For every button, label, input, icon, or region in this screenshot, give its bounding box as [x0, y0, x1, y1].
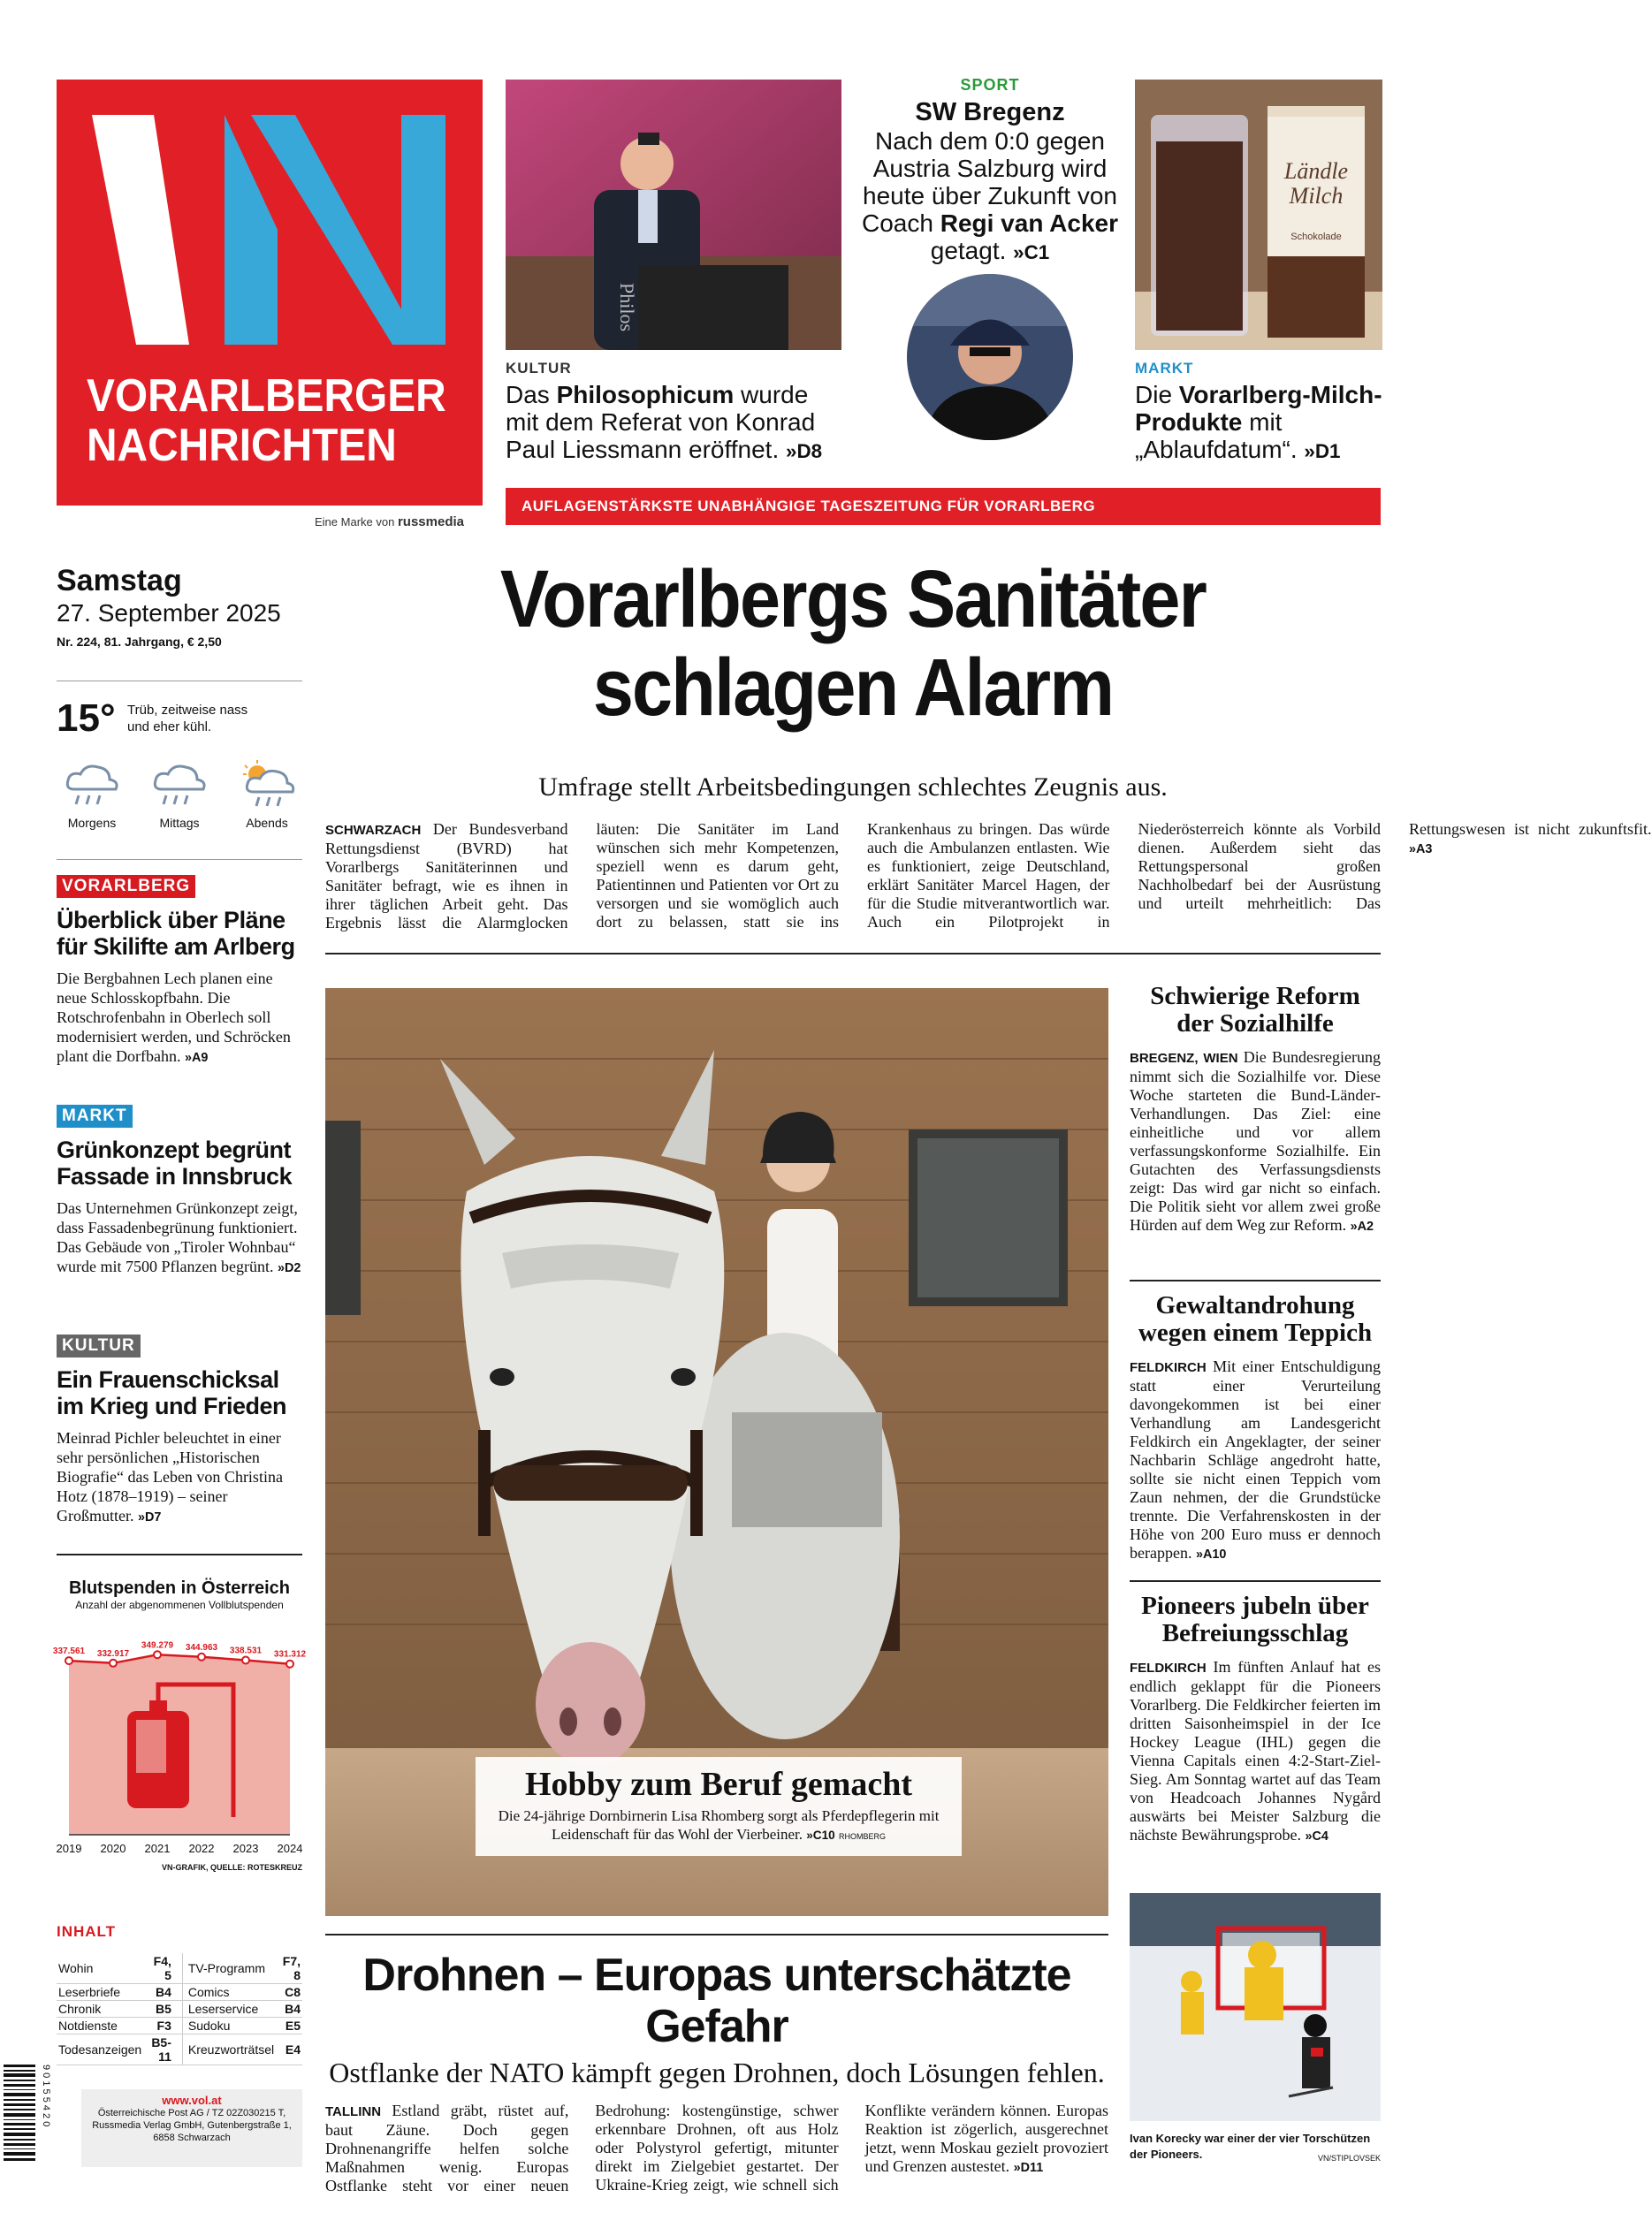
inhalt-row: [57, 2001, 302, 2018]
chart-data-label: 337.561: [52, 1646, 86, 1657]
inhalt-row: [57, 1984, 302, 2001]
right-story-title: Gewaltandrohung wegen einem Teppich: [1138, 1291, 1373, 1347]
markt-teaser[interactable]: [1135, 80, 1382, 465]
teaser-title: Überblick über Pläne für Skilifte am Arlberg: [57, 907, 295, 960]
teaser-title: Grünkonzept begrünt Fassade in Innsbruck: [57, 1137, 293, 1190]
teaser-title: Ein Frauenschicksal im Krieg und Frieden: [57, 1366, 287, 1419]
weather-slot-mittags: [144, 758, 215, 830]
chart-x-tick: 2022: [188, 1842, 215, 1855]
imprint: [81, 2089, 302, 2167]
rain-cloud-icon: [148, 758, 210, 811]
kultur-pre: Das: [506, 381, 557, 408]
milk-products-photo: [1135, 80, 1382, 350]
story-text: Die Bundesregierung nimmt sich die Sozialhilfe vor. Diese Woche starteten die Bund-Länder-Verhandlungen. Das Ziel: eine einheitliche und vor allem verfassungskonforme Sozialhilfe. Ein Gutachten des Verfassungsdiensts zeigt: Das wird gar nicht so einfach. Die Politik sieht vor allem zwei große Hürden auf dem Weg zur Reform.: [1130, 1048, 1381, 1234]
hockey-caption: [1130, 2131, 1381, 2163]
drohnen-text: Estland gräbt, rüstet auf, baut Zäune. Doch gegen Drohnenangriffe helfen solche Maßnahmen wenig. Europas Ostflanke steht vor einer neuen Bedrohung: kostengünstige, schwer erkennbare Drohnen, oft aus Holz oder Polystyrol gefertigt, mitunter direkt im Zielgebiet gestartet. Der Ukraine-Krieg zeigt, wie schnell sich Konflikte verändern können. Europas Reaktion ist zögerlich, ausgerechnet jetzt, wenn Moskau gezielt provoziert und Grenzen austestet.: [325, 2102, 1108, 2194]
chart-point: [154, 1651, 161, 1658]
lead-subheadline: Umfrage stellt Arbeitsbedingungen schlechtes Zeugnis aus.: [538, 772, 1168, 802]
weather-label: Mittags: [159, 816, 200, 830]
drohnen-story[interactable]: [325, 1950, 1108, 2213]
teaser-body: Das Unternehmen Grünkonzept zeigt, dass Fassadenbegrünung funktioniert. Das Gebäude von „Tiroler Wohnbau“ wurde mit 7500 Pflanzen begrünt.: [57, 1199, 298, 1275]
markt-pre: Die: [1135, 381, 1179, 408]
right-story-teppich[interactable]: [1130, 1292, 1381, 1564]
lead-headline-2: schlagen Alarm: [592, 643, 1114, 733]
lectern-sign: Philos: [616, 283, 638, 332]
lead-text: Der Bundesverband Rettungsdienst (BVRD) hat Vorarlbergs Sanitäterinnen und Sanitäter befragt, wie es ihnen in ihrer täglichen Arbeit geht. Das Ergebnis lässt die Alarmglocken läuten: Die Sanitäter im Land wünschen sich mehr Kompetenzen, speziell wenn es darum geht, Patientinnen und Patienten vor Ort zu versorgen und sie womöglich auch dort zu belassen, statt sie ins Krankenhaus zu bringen. Das würde auch die Ambulanzen entlasten. Wie es funktioniert, zeige Deutschland, erklärt Sanitäter Marcel Hagen, der für die Studie mitverantwortlich war. Auch ein Pilotprojekt in Niederösterreich könnte als Vorbild dienen. Außerdem sieht das Rettungspersonal großen Nachholbedarf bei der Ausrüstung und urteilt mehrheitlich: Das Rettungswesen ist nicht zukunftsfit.: [325, 820, 1652, 932]
sport-coach: Regi van Acker: [940, 209, 1118, 237]
brand-note: [315, 514, 464, 529]
weather-slot-morgens: [57, 758, 127, 830]
drohnen-body: [325, 2102, 1108, 2213]
right-story-body: [1130, 1357, 1381, 1564]
masthead-banner: AUFLAGENSTÄRKSTE UNABHÄNGIGE TAGESZEITUNG FÜR VORARLBERG: [506, 488, 1381, 525]
kicker-kultur-left: KULTUR: [57, 1335, 141, 1357]
story-location: FELDKIRCH: [1130, 1661, 1207, 1676]
story-ref[interactable]: »C4: [1305, 1829, 1328, 1844]
photo-caption-title: Hobby zum Beruf gemacht: [524, 1766, 913, 1803]
inhalt-page: C8: [276, 1984, 302, 2001]
kultur-ref[interactable]: »D8: [786, 440, 823, 462]
markt-post: mit „Ablaufdatum“.: [1135, 408, 1298, 463]
teaser-ref[interactable]: »D7: [138, 1510, 162, 1525]
markt-teaser-text: [1135, 381, 1382, 465]
drohnen-subheadline: Ostflanke der NATO kämpft gegen Drohnen, doch Lösungen fehlen.: [329, 2057, 1105, 2088]
weather-slot-abends: [232, 758, 302, 830]
drohnen-ref[interactable]: »D11: [1013, 2161, 1044, 2175]
inhalt-page: F4, 5: [143, 1953, 182, 1984]
drohnen-headline: Drohnen – Europas unterschätzte Gefahr: [362, 1950, 1071, 2052]
hockey-photo: [1130, 1893, 1381, 2121]
inhalt: [57, 1923, 302, 2065]
lead-location: SCHWARZACH: [325, 823, 422, 838]
inhalt-section: Chronik: [57, 2001, 143, 2018]
inhalt-section: Wohin: [57, 1953, 143, 1984]
inhalt-row: [57, 2034, 302, 2065]
inhalt-page: B4: [143, 1984, 182, 2001]
left-teaser-markt[interactable]: [57, 1105, 302, 1278]
teaser-text: [57, 969, 302, 1068]
right-story-pioneers[interactable]: [1130, 1593, 1381, 1846]
inhalt-table: [57, 1953, 302, 2065]
photo-credit: RHOMBERG: [838, 1832, 886, 1841]
inhalt-title: INHALT: [57, 1923, 117, 1940]
caption-ref[interactable]: »C10: [806, 1829, 835, 1842]
chart-point: [198, 1654, 205, 1661]
imprint-line: Österreichische Post AG / TZ 02Z030215 T,: [97, 2108, 286, 2118]
kultur-post: wurde mit dem Referat von Konrad Paul Liessmann eröffnet.: [506, 381, 816, 463]
inhalt-section: TV-Programm: [182, 1953, 276, 1984]
lead-body: [325, 820, 1652, 944]
inhalt-page: B4: [276, 2001, 302, 2018]
chart-plot: [52, 1614, 307, 1861]
chart-data-label: 338.531: [229, 1646, 263, 1656]
weather-label: Morgens: [67, 816, 117, 830]
chart-point: [242, 1657, 249, 1664]
chart-point: [110, 1660, 117, 1667]
lead-ref[interactable]: »A3: [1409, 842, 1433, 856]
markt-ref[interactable]: »D1: [1304, 440, 1341, 462]
logo-line-2: NACHRICHTEN: [87, 420, 397, 471]
story-ref[interactable]: »A2: [1350, 1220, 1374, 1234]
inhalt-section: Sudoku: [182, 2018, 276, 2034]
left-column: [57, 564, 302, 830]
chart-data-label: 349.279: [141, 1640, 174, 1651]
photo-caption-text: [476, 1803, 962, 1846]
chart-point: [65, 1657, 72, 1664]
barcode: [0, 2065, 55, 2164]
logo[interactable]: [57, 80, 483, 506]
imprint-line: 6858 Schwarzach: [153, 2133, 231, 2143]
website-link[interactable]: www.vol.at: [162, 2094, 222, 2107]
pack-brand: Ländle Milch: [1283, 158, 1349, 209]
inhalt-row: [57, 2018, 302, 2034]
barcode-number: 9 0 1 5 5 4 2 0: [41, 2065, 51, 2127]
chart-x-tick: 2024: [277, 1842, 303, 1855]
philosophicum-photo: [506, 80, 841, 350]
story-text: Mit einer Entschuldigung statt einer Verurteilung davongekommen ist bei einer Verhandlung am Landesgericht Feldkirch ein Angeklagter, der seiner Nachbarin Schläge angedroht hatte, sollte sie nicht einen Teppich vom Zaun nehmen, der die Grundstücke trennte. Die Verfahrenskosten in der Höhe von 200 Euro muss er dennoch berappen.: [1130, 1357, 1381, 1562]
sport-title: SW Bregenz: [915, 98, 1065, 126]
sun-rain-cloud-icon: [236, 758, 298, 811]
left-teaser-vorarlberg[interactable]: [57, 875, 302, 1068]
lead-headline-1: Vorarlbergs Sanitäter: [499, 554, 1207, 644]
lead-headline[interactable]: [325, 555, 1381, 732]
story-text: Im fünften Anlauf hat es endlich geklappt für die Pioneers Vorarlberg. Die Feldkircher feierten im dritten Saisonheimspiel in der Ice Hockey League (IHL) gegen die Vienna Capitals einen 4:2-Start-Ziel-Sieg. Am Sonntag wartet auf das Team von Headcoach Johannes Nygård auswärts bei Meister Salzburg die nächste Bewährungsprobe.: [1130, 1658, 1381, 1844]
chart-data-label: 344.963: [185, 1642, 218, 1653]
main-photo[interactable]: [325, 988, 1108, 1916]
hockey-credit: VN/STIPLOVSEK: [1317, 2154, 1381, 2163]
rain-cloud-icon: [61, 758, 123, 811]
right-story-title: Pioneers jubeln über Befreiungsschlag: [1141, 1592, 1369, 1647]
sport-text-2: getagt.: [930, 237, 1007, 264]
story-ref[interactable]: »A10: [1195, 1548, 1227, 1562]
inhalt-page: E5: [276, 2018, 302, 2034]
inhalt-page: F7, 8: [276, 1953, 302, 1984]
markt-bold: Vorarlberg-Milch-Produkte: [1135, 381, 1382, 436]
chart-source: VN-GRAFIK, QUELLE: ROTESKREUZ: [162, 1863, 302, 1872]
russmedia-brand: russmedia: [397, 514, 464, 529]
chart-x-tick: 2019: [56, 1842, 82, 1855]
chart-point: [286, 1661, 293, 1668]
weekday: Samstag: [57, 564, 182, 597]
inhalt-page: F3: [143, 2018, 182, 2034]
kicker-vorarlberg: VORARLBERG: [57, 875, 195, 898]
chart-data-label: 332.917: [96, 1648, 130, 1659]
date: 27. September 2025: [57, 599, 281, 627]
teaser-body: Meinrad Pichler beleuchtet in einer sehr persönlichen „Historischen Biografie“ das Leben von Christina Hotz (1878–1919) – seiner Großmutter.: [57, 1429, 283, 1525]
inhalt-section: Kreuzworträtsel: [182, 2034, 276, 2065]
inhalt-section: Leserservice: [182, 2001, 276, 2018]
inhalt-page: B5-11: [143, 2034, 182, 2065]
kultur-teaser-text: [506, 381, 841, 465]
story-location: BREGENZ, WIEN: [1130, 1051, 1238, 1066]
sport-teaser[interactable]: [857, 76, 1123, 441]
teaser-ref[interactable]: »D2: [277, 1261, 301, 1275]
weather-label: Abends: [246, 816, 288, 830]
vn-logo-mark: [57, 80, 483, 371]
pack-flavor: Schokolade: [1290, 232, 1342, 242]
right-story-title: Schwierige Reform der Sozialhilfe: [1150, 982, 1360, 1038]
inhalt-section: Notdienste: [57, 2018, 143, 2034]
inhalt-page: E4: [276, 2034, 302, 2065]
hockey-caption-text: Ivan Korecky war einer der vier Torschützen der Pioneers.: [1130, 2132, 1371, 2161]
inhalt-section: Leserbriefe: [57, 1984, 143, 2001]
teaser-text: [57, 1198, 302, 1278]
right-story-sozialhilfe[interactable]: [1130, 983, 1381, 1236]
temperature: 15°: [57, 696, 116, 740]
right-story-body: [1130, 1048, 1381, 1236]
chart-subtitle: Anzahl der abgenommenen Vollblutspenden: [75, 1599, 284, 1611]
hockey-photo-block[interactable]: [1130, 1893, 1381, 2166]
kicker-markt-left: MARKT: [57, 1105, 133, 1128]
imprint-line: Russmedia Verlag GmbH, Gutenbergstraße 1,: [92, 2120, 292, 2131]
drohnen-location: TALLINN: [325, 2104, 382, 2119]
kicker-kultur: KULTUR: [506, 360, 572, 376]
issue-info: Nr. 224, 81. Jahrgang, € 2,50: [57, 635, 222, 649]
barcode-bars: [4, 2065, 35, 2164]
chart-title: Blutspenden in Österreich: [68, 1578, 291, 1598]
logo-line-1: VORARLBERGER: [87, 370, 446, 422]
inhalt-section: Comics: [182, 1984, 276, 2001]
teaser-text: [57, 1428, 302, 1527]
brand-note-text: Eine Marke von: [315, 515, 395, 529]
chart-x-tick: 2021: [144, 1842, 171, 1855]
kicker-sport: SPORT: [960, 76, 1020, 94]
sport-text: [857, 127, 1123, 266]
chart-x-tick: 2020: [100, 1842, 126, 1855]
teaser-body: Die Bergbahnen Lech planen eine neue Schlosskopfbahn. Die Rotschrofenbahn in Oberlech soll modernisiert werden, und Schröcken plant die Dorfbahn.: [57, 970, 291, 1065]
chart-data-label: 331.312: [273, 1649, 307, 1660]
story-location: FELDKIRCH: [1130, 1360, 1207, 1375]
sport-text-1: Nach dem 0:0 gegen Austria Salzburg wird heute über Zukunft von Coach: [862, 127, 1117, 237]
kultur-bold: Philosophicum: [556, 381, 735, 408]
weather-desc: Trüb, zeitweise nass und eher kühl.: [127, 703, 248, 734]
photo-caption-box: [476, 1757, 962, 1856]
inhalt-page: B5: [143, 2001, 182, 2018]
inhalt-row: [57, 1953, 302, 1984]
coach-portrait: [906, 273, 1074, 441]
blood-donation-chart: [52, 1578, 307, 1879]
chart-x-tick: 2023: [232, 1842, 259, 1855]
left-teaser-kultur[interactable]: [57, 1335, 302, 1527]
teaser-ref[interactable]: »A9: [184, 1051, 209, 1065]
caption-text: Die 24-jährige Dornbirnerin Lisa Rhomberg sorgt als Pferdepflegerin mit Leidenschaft für das Wohl der Vierbeiner.: [498, 1807, 940, 1843]
kicker-markt: MARKT: [1135, 360, 1194, 376]
inhalt-section: Todesanzeigen: [57, 2034, 143, 2065]
sport-ref[interactable]: »C1: [1013, 241, 1050, 263]
right-story-body: [1130, 1658, 1381, 1846]
kultur-teaser[interactable]: [506, 80, 841, 465]
